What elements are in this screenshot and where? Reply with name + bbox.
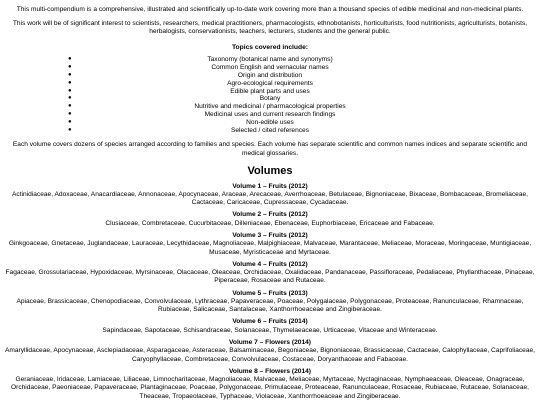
bullet-icon: ● bbox=[68, 126, 72, 133]
bullet-icon: ● bbox=[68, 79, 72, 86]
volume-block bbox=[4, 290, 536, 315]
topics-list bbox=[4, 56, 536, 134]
volume-block bbox=[4, 261, 536, 286]
volume-title: Volume 8 – Flowers (2014) bbox=[229, 367, 311, 375]
topic-item: ● Medicinal uses and current research findings bbox=[68, 110, 336, 118]
volume-title: Volume 3 – Fruits (2012) bbox=[232, 231, 308, 239]
topic-item: ● Common English and vernacular names bbox=[68, 64, 329, 72]
topic-item: ● Origin and distribution bbox=[68, 71, 303, 79]
topic-item: ● Selected / cited references bbox=[68, 126, 310, 134]
bullet-icon: ● bbox=[68, 56, 72, 63]
bullet-icon: ● bbox=[68, 64, 72, 71]
volume-families: Clusiaceae, Combretaceae, Cucurbitaceae, Dilleniaceae, Ebenaceae, Euphorbiaceae, Ericaceae and Fabaceae. bbox=[105, 219, 435, 227]
intro-paragraph-2: This work will be of significant interest to scientists, researchers, medical practitioners, pharmacologists, ethnobotanists, horticulturists, food nutritionists, agriculturists, botanists, herbalogists, conservationists, teachers, lecturers, students and the general public. bbox=[12, 19, 528, 36]
volume-title: Volume 4 – Fruits (2012) bbox=[232, 260, 308, 268]
volume-block bbox=[4, 232, 536, 257]
volume-block bbox=[4, 318, 536, 335]
volume-families: Geraniaceae, Iridaceae, Lamiaceae, Liliaceae, Limnocharitaceae, Magnoliaceae, Malvaceae, Meliaceae, Myrtaceae, Nyctaginaceae, Nymphaeaceae, Oleaceae, Onagraceae, Orchidaceae, Paeoniaceae, Papaveraceae, Plantaginaceae, Poaceae, Polygonaceae, Primulaceae, Proteaceae, Ranunculaceae, Rosaceae, Rubiaceae, Rutaceae, Solanaceae, Theaceae, Tropaeolaceae, Typhaceae, Violaceae, Xanthorrhoeaceae and Zingiberaceae. bbox=[11, 376, 529, 400]
closing-paragraph: Each volume covers dozens of species arranged according to families and species. Each volume has separate scientific and common names indices and separate scientific and medical glossaries. bbox=[12, 141, 528, 157]
bullet-icon: ● bbox=[68, 95, 72, 102]
volume-families: Fagaceae, Grossulariaceae, Hypoxidaceae, Myrsinaceae, Olacaceae, Oleaceae, Orchidaceae, Oxalidaceae, Pandanaceae, Passifloraceae, Pedaliaceae, Phyllanthaceae, Pinaceae, Piperaceae, Rosaceae and Rutaceae. bbox=[5, 269, 535, 285]
topics-heading: Topics covered include: bbox=[231, 43, 309, 51]
volume-families: Actinidiaceae, Adoxaceae, Anacardiaceae, Annonaceae, Apocynaceae, Araceae, Arecaceae, Averrhoaceae, Betulaceae, Bignoniaceae, Bixaceae, Bombacaceae, Bromeliaceae, Cactaceae, Caricaceae, Cupressaceae, Cycadaceae. bbox=[11, 190, 528, 207]
volume-families: Amaryllidaceae, Apocynaceae, Asclepiadaceae, Asparagaceae, Asteraceae, Balsaminaceae, Begoniaceae, Bignoniaceae, Brassicaceae, Cactaceae, Calophyllaceae, Caprifoliaceae, Caryophyllaceae, Combretaceae, Convolvulaceae, Costaceae, Doryanthaceae and Fabaceae. bbox=[4, 347, 536, 363]
topic-item: ● Botany bbox=[68, 95, 281, 103]
volume-block bbox=[4, 183, 536, 208]
volume-block bbox=[4, 211, 536, 228]
volume-families: Sapindaceae, Sapotaceae, Schisandraceae, Solanaceae, Thymelaeaceae, Urticaceae, Vitaceae and Winteraceae. bbox=[102, 326, 438, 334]
bullet-icon: ● bbox=[68, 110, 72, 117]
volume-title: Volume 1 – Fruits (2012) bbox=[232, 182, 308, 190]
bullet-icon: ● bbox=[68, 103, 72, 110]
topic-item: ● Nutritive and medicinal / pharmacological properties bbox=[68, 103, 346, 111]
bullet-icon: ● bbox=[68, 71, 72, 78]
bullet-icon: ● bbox=[68, 118, 72, 125]
volume-families: Ginkgoaceae, Gnetaceae, Juglandaceae, Lauraceae, Lecythidaceae, Magnoliaceae, Malpighiaceae, Malvaceae, Marantaceae, Meliaceae, Moraceae, Moringaceae, Muntigiaceae, Musaceae, Myristicaceae and Myrtaceae. bbox=[8, 240, 532, 256]
volume-title: Volume 2 – Fruits (2012) bbox=[232, 211, 308, 219]
topic-item: ● Edible plant parts and uses bbox=[68, 87, 310, 95]
topic-item: ● Non-edible uses bbox=[68, 118, 294, 126]
volume-title: Volume 5 – Fruits (2013) bbox=[232, 289, 308, 297]
volume-title: Volume 7 – Flowers (2014) bbox=[229, 339, 311, 346]
volume-block bbox=[4, 368, 536, 401]
volume-block bbox=[4, 339, 536, 364]
topic-item: ● Taxonomy (botanical name and synonyms) bbox=[68, 56, 333, 64]
bullet-icon: ● bbox=[68, 87, 72, 94]
intro-paragraph-1: This multi-compendium is a comprehensive, illustrated and scientifically up-to-date work covering more than a thousand species of edible medicinal and non-medicinal plants. bbox=[16, 6, 524, 13]
volume-title: Volume 6 – Fruits (2014) bbox=[232, 318, 308, 326]
volumes-heading: Volumes bbox=[247, 164, 293, 177]
topic-item: ● Agro-ecological requirements bbox=[68, 79, 313, 87]
volume-families: Apiaceae, Brassicaceae, Chenopodiaceae, Convolvulaceae, Lythraceae, Papaveraceae, Poaceae, Polygalaceae, Polygonaceae, Proteaceae, Ranunculaceae, Rhamnaceae, Rubiaceae, Salicaceae, Santalaceae, Xanthorrhoeaceae and Zingiberaceae. bbox=[16, 297, 524, 314]
